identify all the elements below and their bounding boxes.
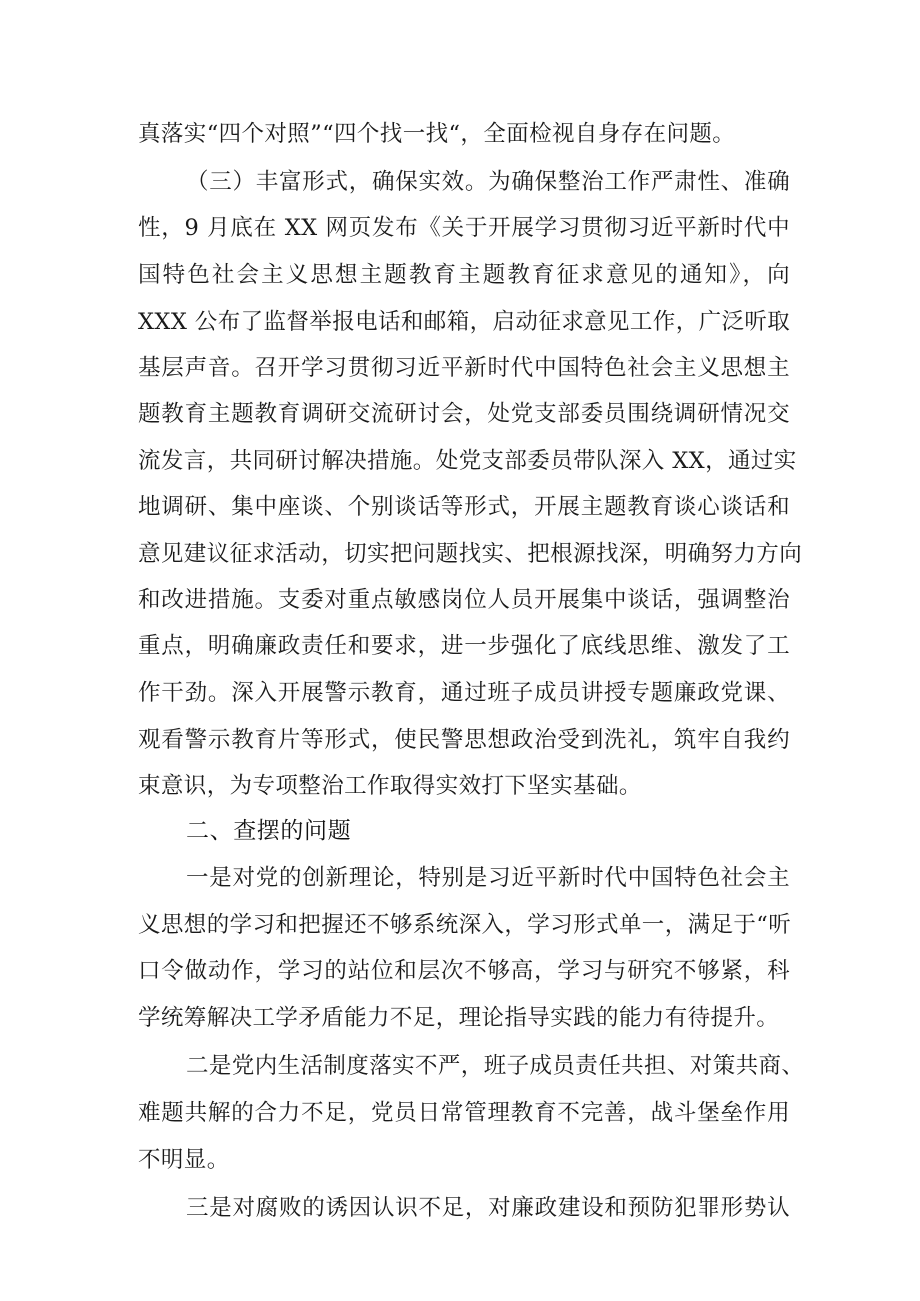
section-heading: 二、查摆的问题 — [186, 818, 352, 844]
paragraph-line: 重点，明确廉政责任和要求，进一步强化了底线思维、激发了工 — [138, 633, 790, 659]
paragraph-line: 真落实“四个对照”“四个找一找“，全面检视自身存在问题。 — [138, 121, 736, 147]
paragraph-line: 学统筹解决工学矛盾能力不足，理论指导实践的能力有待提升。 — [138, 1005, 780, 1031]
paragraph-line: 和改进措施。支委对重点敏感岗位人员开展集中谈话，强调整治 — [138, 587, 790, 613]
paragraph-line: 不明显。 — [138, 1147, 230, 1173]
paragraph-line: 性，9 月底在 XX 网页发布《关于开展学习贯彻习近平新时代中 — [138, 215, 790, 241]
paragraph-line: 意见建议征求活动，切实把问题找实、把根源找深，明确努力方向 — [138, 541, 803, 567]
paragraph-line: 一是对党的创新理论，特别是习近平新时代中国特色社会主 — [186, 865, 790, 891]
paragraph-line: 流发言，共同研讨解决措施。处党支部委员带队深入 XX，通过实 — [138, 448, 797, 474]
paragraph-line: 三是对腐败的诱因认识不足，对廉政建设和预防犯罪形势认 — [186, 1195, 790, 1221]
paragraph-line: 口令做动作，学习的站位和层次不够高，学习与研究不够紧，科 — [138, 958, 790, 984]
paragraph-line: 作干劲。深入开展警示教育，通过班子成员讲授专题廉政党课、 — [138, 680, 790, 706]
paragraph-line: （三）丰富形式，确保实效。为确保整治工作严肃性、准确 — [186, 169, 790, 195]
paragraph-line: 观看警示教育片等形式，使民警思想政治受到洗礼，筑牢自我约 — [138, 727, 790, 753]
paragraph-line: 题教育主题教育调研交流研讨会，处党支部委员围绕调研情况交 — [138, 401, 790, 427]
paragraph-line: 义思想的学习和把握还不够系统深入，学习形式单一，满足于“听 — [138, 912, 792, 938]
paragraph-line: 基层声音。召开学习贯彻习近平新时代中国特色社会主义思想主 — [138, 355, 790, 381]
paragraph-line: XXX 公布了监督举报电话和邮箱，启动征求意见工作，广泛听取 — [138, 309, 791, 335]
paragraph-line: 国特色社会主义思想主题教育主题教育征求意见的通知》，向 — [138, 262, 790, 288]
paragraph-line: 难题共解的合力不足，党员日常管理教育不完善，战斗堡垒作用 — [138, 1100, 790, 1126]
paragraph-line: 束意识，为专项整治工作取得实效打下坚实基础。 — [138, 773, 642, 799]
paragraph-line: 地调研、集中座谈、个别谈话等形式，开展主题教育谈心谈话和 — [138, 494, 790, 520]
paragraph-line: 二是党内生活制度落实不严，班子成员责任共担、对策共商、 — [186, 1053, 805, 1079]
